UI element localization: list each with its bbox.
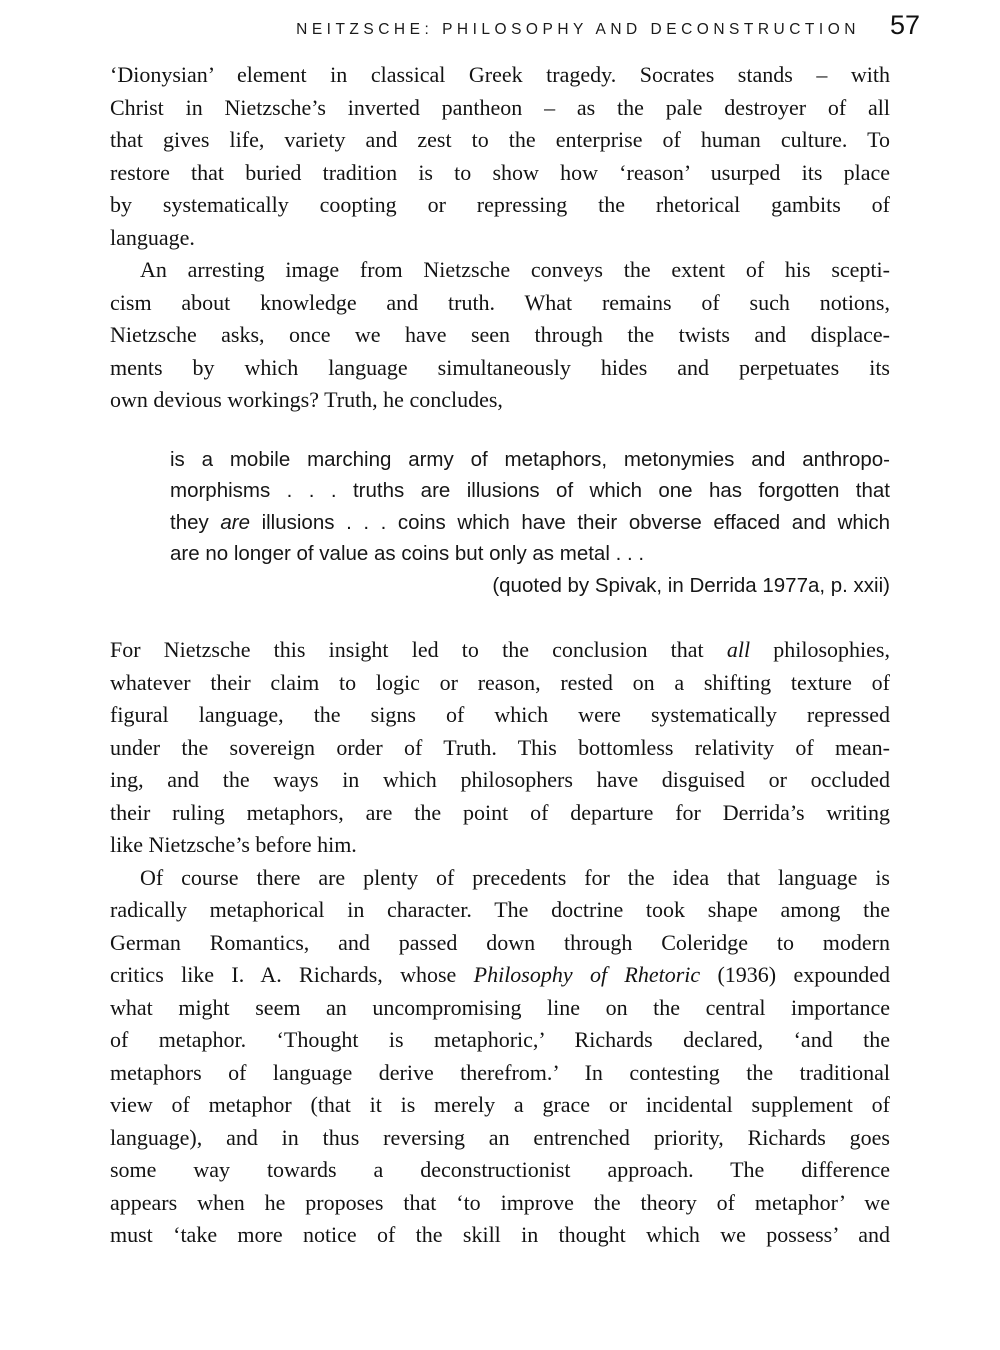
- text-line: [110, 1024, 890, 1057]
- text-line: [110, 634, 890, 667]
- text-segment: radically metaphorical in character. The doctrine took shape among the: [110, 897, 890, 922]
- text-segment: figural language, the signs of which were systematically repressed: [110, 702, 890, 727]
- paragraph: [110, 59, 890, 254]
- text-segment: ‘Dionysian’ element in classical Greek tragedy. Socrates stands – with: [110, 62, 890, 87]
- italic-text-segment: are: [220, 510, 250, 534]
- text-line: [110, 829, 890, 862]
- text-segment: illusions . . . coins which have their obverse effaced and which: [249, 510, 890, 534]
- page-body: [110, 59, 890, 1252]
- text-line: [110, 797, 890, 830]
- text-segment: they: [170, 510, 221, 534]
- text-segment: that gives life, variety and zest to the enterprise of human culture. To: [110, 127, 890, 152]
- text-segment: own devious workings? Truth, he concludes,: [110, 387, 503, 412]
- text-segment: critics like I. A. Richards, whose: [110, 962, 474, 987]
- text-line: [110, 189, 890, 222]
- page-number: 57: [889, 10, 920, 40]
- text-line: [110, 732, 890, 765]
- text-line: [110, 764, 890, 797]
- text-segment: language.: [110, 224, 195, 250]
- text-segment: ments by which language simultaneously hides and perpetuates its: [110, 354, 890, 380]
- text-segment: restore that buried tradition is to show how ‘reason’ usurped its place: [110, 159, 890, 185]
- text-segment: An arresting image from Nietzsche conveys the extent of his scepti-: [140, 257, 890, 282]
- block-quote: [170, 444, 890, 602]
- text-line: [110, 59, 890, 92]
- text-segment: are no longer of value as coins but only as metal . . .: [170, 542, 645, 565]
- text-line: [110, 1122, 890, 1155]
- running-head: NEITZSCHE: PHILOSOPHY AND DECONSTRUCTION: [296, 21, 860, 38]
- text-segment: like Nietzsche’s before him.: [110, 832, 357, 857]
- text-segment: Nietzsche asks, once we have seen through the twists and displace-: [110, 322, 890, 347]
- text-line: [110, 1154, 890, 1187]
- text-segment: by systematically coopting or repressing the rhetorical gambits of: [110, 192, 890, 217]
- text-line: [110, 1219, 890, 1252]
- text-line: [110, 1187, 890, 1220]
- text-segment: German Romantics, and passed down through Coleridge to modern: [110, 929, 890, 955]
- text-segment: metaphors of language derive therefrom.’ In contesting the traditional: [110, 1059, 890, 1085]
- text-segment: some way towards a deconstructionist approach. The difference: [110, 1157, 890, 1182]
- italic-text-segment: all: [726, 637, 751, 662]
- text-segment: philosophies,: [750, 637, 890, 662]
- text-segment: language), and in thus reversing an entrenched priority, Richards goes: [110, 1124, 890, 1150]
- text-line: [110, 287, 890, 320]
- text-line: [110, 319, 890, 352]
- text-line: [110, 1057, 890, 1090]
- text-line: [170, 444, 890, 476]
- text-segment: whatever their claim to logic or reason, rested on a shifting texture of: [110, 669, 890, 695]
- text-segment: appears when he proposes that ‘to improve the theory of metaphor’ we: [110, 1189, 890, 1215]
- text-line: [110, 157, 890, 190]
- text-line: [110, 352, 890, 385]
- text-line: [170, 475, 890, 507]
- text-segment: (1936) expounded: [700, 962, 890, 987]
- text-segment: ing, and the ways in which philosophers have disguised or occluded: [110, 767, 890, 792]
- text-segment: is a mobile marching army of metaphors, metonymies and anthropo-: [170, 447, 890, 471]
- page-header: [110, 10, 920, 41]
- text-line: [110, 384, 890, 417]
- italic-text-segment: Philosophy of Rhetoric: [473, 962, 701, 987]
- text-line: [110, 862, 890, 895]
- paragraph: [110, 254, 890, 417]
- text-segment: Christ in Nietzsche’s inverted pantheon – as the pale destroyer of all: [110, 94, 890, 120]
- text-segment: must ‘take more notice of the skill in thought which we possess’ and: [110, 1222, 890, 1247]
- text-line: [110, 667, 890, 700]
- text-segment: view of metaphor (that it is merely a grace or incidental supplement of: [110, 1092, 890, 1117]
- text-line: [110, 927, 890, 960]
- text-segment: (quoted by Spivak, in Derrida 1977a, p. xxii): [492, 573, 890, 597]
- text-line: [110, 254, 890, 287]
- text-segment: cism about knowledge and truth. What remains of such notions,: [110, 289, 890, 315]
- paragraph: [110, 634, 890, 862]
- text-segment: their ruling metaphors, are the point of departure for Derrida’s writing: [110, 799, 890, 825]
- text-segment: of metaphor. ‘Thought is metaphoric,’ Richards declared, ‘and the: [110, 1027, 890, 1052]
- text-line: [110, 894, 890, 927]
- text-segment: morphisms . . . truths are illusions of which one has forgotten that: [170, 479, 890, 502]
- text-line: [110, 699, 890, 732]
- text-line: [110, 92, 890, 125]
- text-segment: under the sovereign order of Truth. This bottomless relativity of mean-: [110, 734, 890, 760]
- text-segment: For Nietzsche this insight led to the conclusion that: [110, 637, 727, 662]
- text-line: [110, 124, 890, 157]
- text-line: [110, 959, 890, 992]
- text-line: [110, 992, 890, 1025]
- text-line: [170, 538, 890, 570]
- text-segment: Of course there are plenty of precedents for the idea that language is: [140, 864, 890, 890]
- quote-attribution: [170, 570, 890, 602]
- text-line: [110, 1089, 890, 1122]
- text-line: [170, 507, 890, 539]
- text-line: [110, 222, 890, 255]
- text-segment: what might seem an uncompromising line on the central importance: [110, 994, 890, 1020]
- paragraph: [110, 862, 890, 1252]
